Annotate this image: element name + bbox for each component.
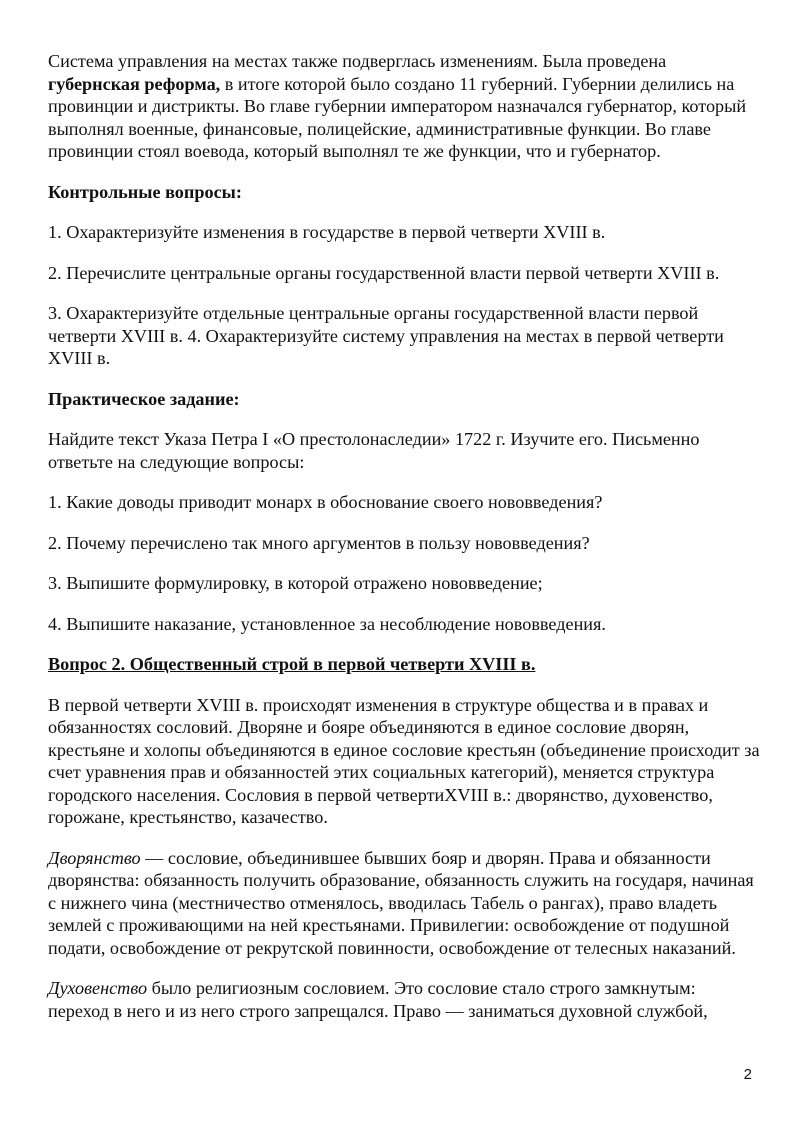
reform-text-start: Система управления на местах также подверглась изменениям. Была проведена (48, 51, 667, 71)
practical-task-intro: Найдите текст Указа Петра I «О престолонаследии» 1722 г. Изучите его. Письменно ответьте на следующие вопросы: (48, 429, 700, 472)
paragraph-society: В первой четверти XVIII в. происходят изменения в структуре общества и в правах и обязанностях сословий. Дворяне и бояре объединяются в единое сословие дворян, крестьяне и холопы объединяются в единое сословие крестьян (объединение происходит за счет уравнения прав и обязанностей этих социальных категорий), меняется структура городского населения. Сословия в первой четвертиXVIII в.: дворянство, духовенство, горожане, крестьянство, казачество. (48, 694, 760, 827)
nobility-text: — сословие, объединившее бывших бояр и дворян. Права и обязанности дворянства: обязанность получить образование, обязанность служить на государя, начиная с нижнего чина (местничество отменялось, вводилась Табель о рангах), право владеть землей с проживающими на ней крестьянами. Привилегии: освобождение от подушной подати, освобождение от рекрутской повинности, освобождение от телесных наказаний. (48, 847, 754, 958)
control-question-1: 1. Охарактеризуйте изменения в государстве в первой четверти XVIII в. (48, 222, 606, 242)
task-question-2: 2. Почему перечислено так много аргументов в пользу нововведения? (48, 532, 590, 553)
paragraph-clergy (48, 977, 760, 1022)
clergy-term: Духовенство (48, 978, 148, 998)
paragraph-nobility (48, 847, 760, 960)
page-number: 2 (743, 1066, 752, 1083)
task-question-4: 4. Выпишите наказание, установленное за несоблюдение нововведения. (48, 613, 606, 634)
paragraph-governance-reform (48, 50, 760, 163)
section-heading: Вопрос 2. Общественный строй в первой четверти XVIII в. (48, 654, 536, 674)
nobility-term: Дворянство (48, 847, 141, 868)
control-question-3: 3. Охарактеризуйте отдельные центральные органы государственной власти первой четверти XVIII в. 4. Охарактеризуйте систему управления на местах в первой четверти XVIII в. (48, 303, 724, 368)
task-question-3: 3. Выпишите формулировку, в которой отражено нововведение; (48, 573, 543, 593)
control-questions-heading: Контрольные вопросы: (48, 181, 242, 202)
reform-term: губернская реформа, (48, 73, 221, 94)
reform-text-end: в итоге которой было создано 11 губерний. Губернии делились на провинции и дистрикты. Во главе губернии императором назначался губернатор, который выполнял военные, финансовые, полицейские, административные функции. Во главе провинции стоял воевода, который выполнял те же функции, что и губернатор. (48, 73, 747, 161)
task-question-1: 1. Какие доводы приводит монарх в обоснование своего нововведения? (48, 492, 603, 512)
control-question-2: 2. Перечислите центральные органы государственной власти первой четверти XVIII в. (48, 262, 720, 283)
clergy-text: было религиозным сословием. Это сословие стало строго замкнутым: переход в него и из него строго запрещался. Право — заниматься духовной службой, (48, 978, 708, 1021)
page-content (48, 50, 760, 1040)
practical-task-heading: Практическое задание: (48, 388, 240, 409)
